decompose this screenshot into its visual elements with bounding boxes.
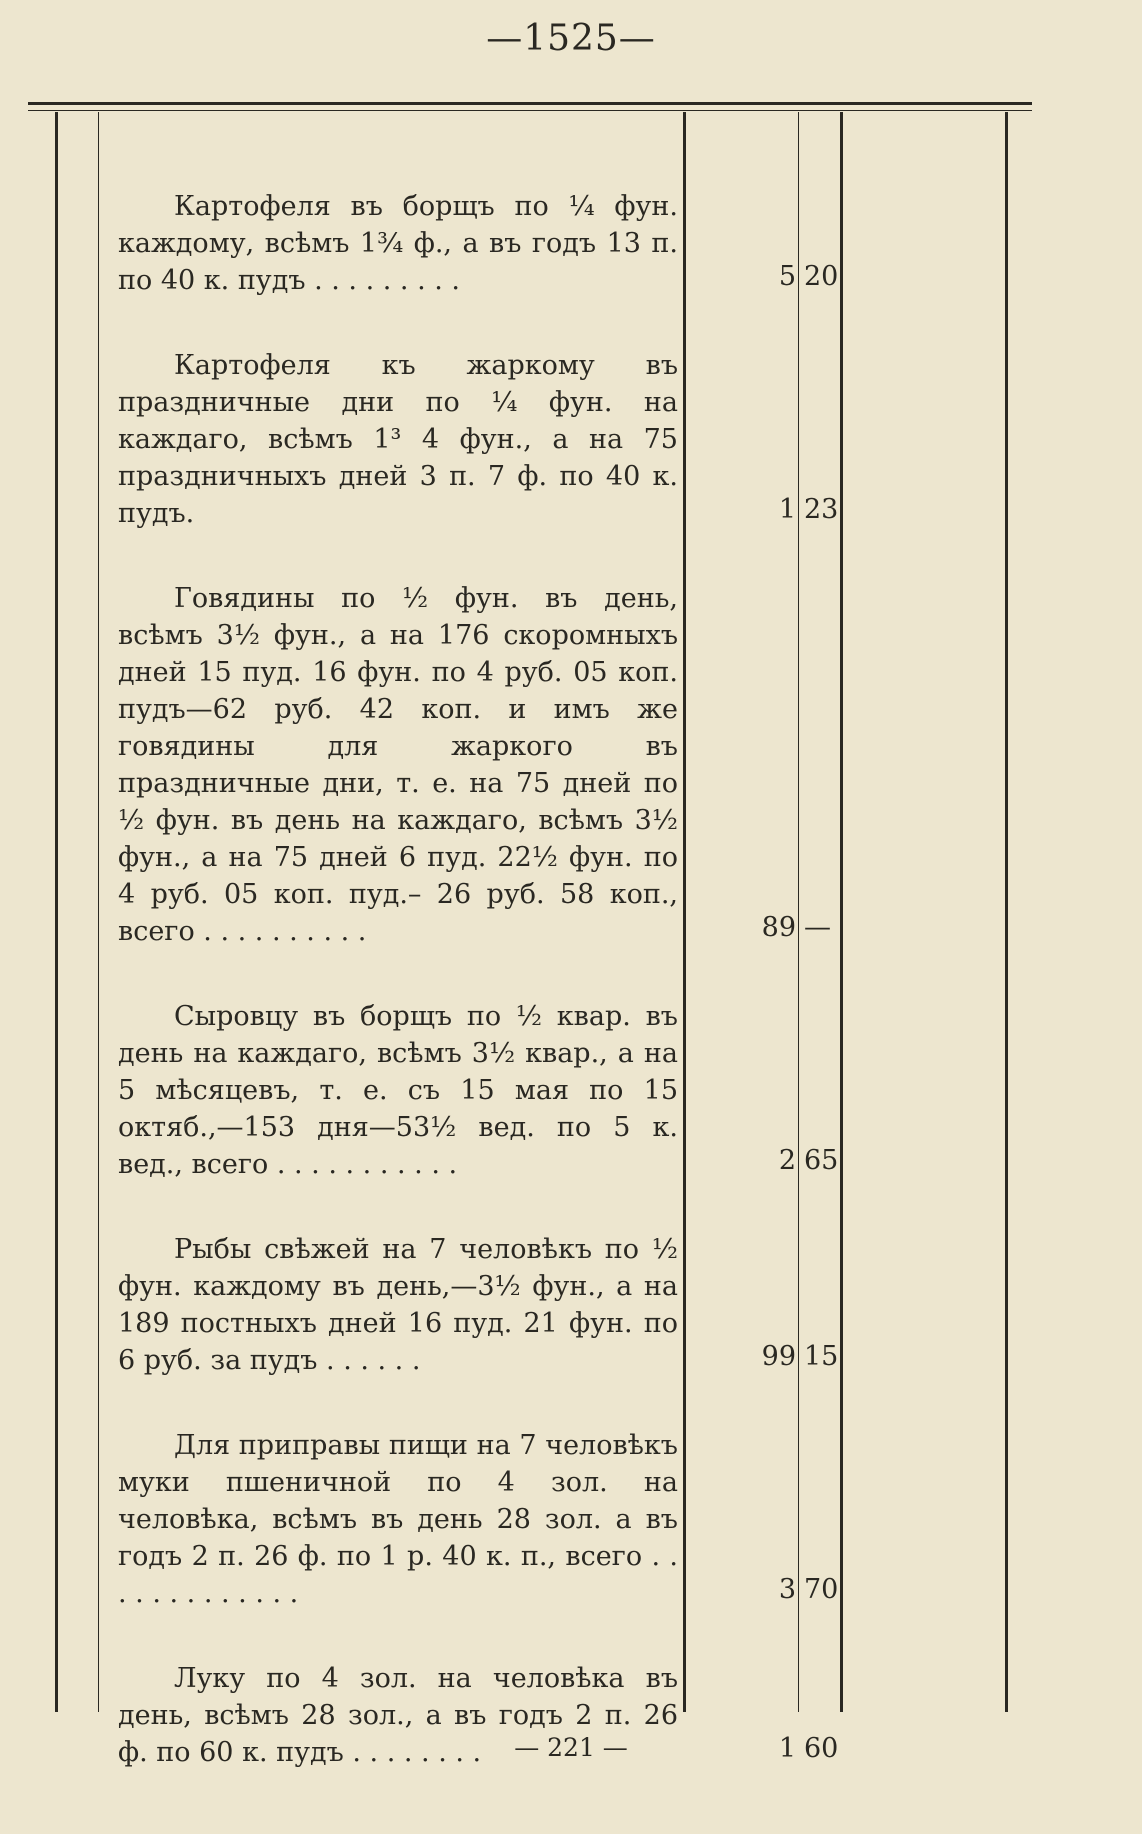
amount-rubles: 5 [778, 261, 796, 292]
entry-text: Картофеля въ борщъ по ¼ фун. каждому, всѣмъ 1¾ ф., а въ годъ 13 п. по 40 к. пудъ . . . . . . . . . [118, 191, 678, 296]
amount-kopecks: 65 [804, 1145, 839, 1176]
amount-kopecks: 15 [804, 1341, 839, 1372]
amount-kopecks: 23 [804, 494, 839, 525]
header-rule-thin [28, 110, 1032, 111]
amount-rubles: 2 [778, 1145, 796, 1176]
ledger-entry [118, 1427, 839, 1612]
amount-kopecks: 70 [804, 1574, 839, 1605]
column-border [683, 112, 686, 1712]
amount-rubles: 3 [778, 1574, 796, 1605]
page-number: —1525— [486, 18, 656, 59]
amount-kopecks: 60 [804, 1733, 839, 1764]
ledger-entry [118, 580, 831, 950]
amount-rubles: 89 [761, 912, 796, 943]
column-border [98, 112, 99, 1712]
ledger-entries [118, 188, 839, 1819]
amount-rubles: 1 [778, 494, 796, 525]
column-border [1005, 112, 1008, 1712]
entry-text: Для приправы пищи на 7 человѣкъ муки пшеничной по 4 зол. на человѣка, всѣмъ въ день 28 зол. а въ годъ 2 п. 26 ф. по 1 р. 40 к. п., всего . . . . . . . . . . . . . [118, 1430, 678, 1609]
signature-number: — 221 — [514, 1733, 628, 1762]
amount-kopecks: 20 [804, 261, 839, 292]
ledger-entry [118, 998, 839, 1183]
ledger-entry [118, 1231, 839, 1379]
amount-rubles: 99 [761, 1341, 796, 1372]
entry-text: Луку по 4 зол. на человѣка въ день, всѣмъ 28 зол., а въ годъ 2 п. 26 ф. по 60 к. пудъ . . . . . . . . [118, 1663, 678, 1768]
header-rule [28, 102, 1032, 105]
entry-text: Рыбы свѣжей на 7 человѣкъ по ½ фун. каждому въ день,—3½ фун., а на 189 постныхъ дней 16 пуд. 21 фун. по 6 руб. за пудъ . . . . . . [118, 1234, 678, 1376]
column-border [55, 112, 58, 1712]
entry-text: Картофеля къ жаркому въ праздничные дни по ¼ фун. на каждаго, всѣмъ 1³ 4 фун., а на 75 праздничныхъ дней 3 п. 7 ф. по 40 к. пудъ. [118, 350, 678, 529]
entry-text: Сыровцу въ борщъ по ½ квар. въ день на каждаго, всѣмъ 3½ квар., а на 5 мѣсяцевъ, т. е. съ 15 мая по 15 октяб.,—153 дня—53½ вед. по 5 к. вед., всего . . . . . . . . . . . [118, 1001, 678, 1180]
column-border [798, 112, 799, 1712]
amount-kopecks: — [804, 912, 831, 943]
ledger-entry [118, 188, 839, 299]
amount-rubles: 1 [778, 1733, 796, 1764]
entry-text: Говядины по ½ фун. въ день, всѣмъ 3½ фун., а на 176 скоромныхъ дней 15 пуд. 16 фун. по 4 руб. 05 коп. пудъ—62 руб. 42 коп. и имъ же говядины для жаркого въ праздничные дни, т. е. на 75 дней по ½ фун. въ день на каждаго, всѣмъ 3½ фун., а на 75 дней 6 пуд. 22½ фун. по 4 руб. 05 коп. пуд.– 26 руб. 58 коп., всего . . . . . . . . . . [118, 583, 678, 947]
ledger-entry [118, 347, 839, 532]
